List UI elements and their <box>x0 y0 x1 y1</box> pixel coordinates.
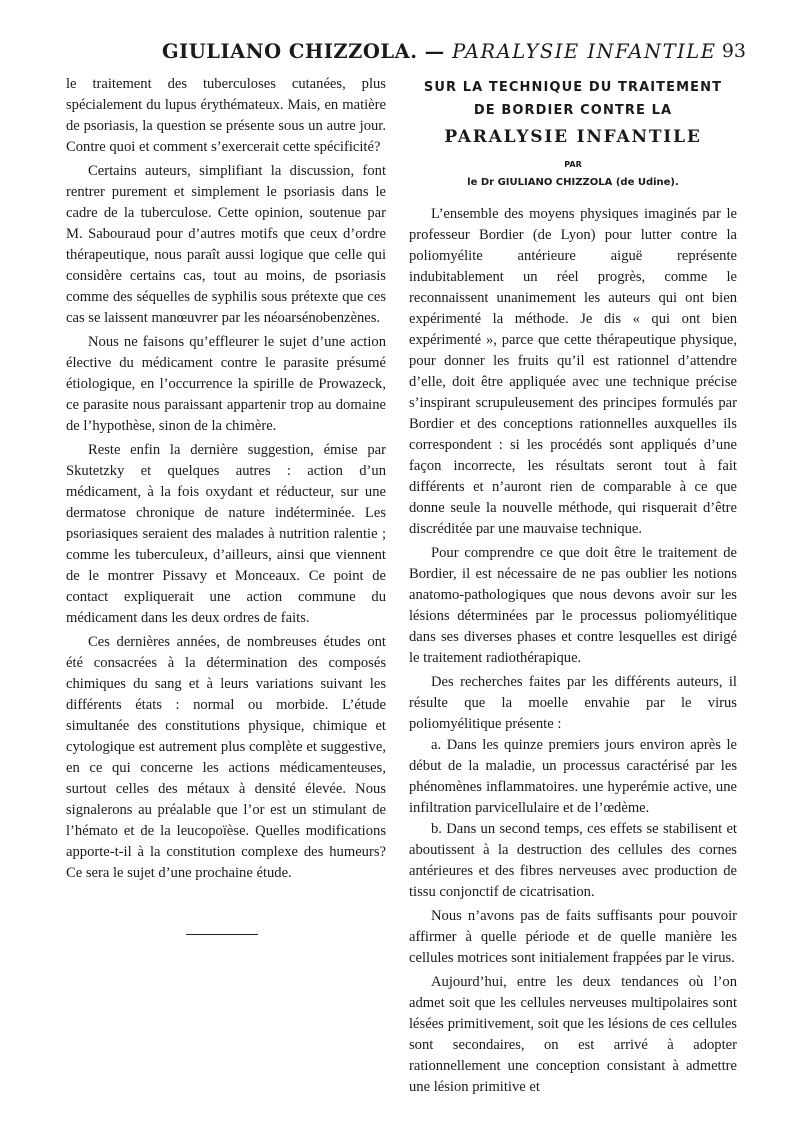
left-paragraph-1: le traitement des tuberculoses cutanées, plus spécialement du lupus érythémateux. Mais, en matière de psoriasis, la question se présente sous un autre jour. Contre quoi et comment s’exercerait cette spécificité? <box>66 76 386 155</box>
article-heading-line-3: PARALYSIE INFANTILE <box>444 127 702 147</box>
left-paragraph-2: Certains auteurs, simplifiant la discussion, font rentrer purement et simplement le psoriasis dans le cadre de la tuberculose. Cette opinion, soutenue par M. Sabouraud pour d’autres motifs que ceux d’ordre thérapeutique, nous paraît aussi logique que celle qui considère certains cas, tout au moins, de psoriasis comme des séquelles de syphilis sous prétexte que ces cas se laissent manœuvrer par les néoarsénobenzènes. <box>66 163 386 326</box>
left-paragraph-5: Ces dernières années, de nombreuses études ont été consacrées à la détermination des composés chimiques du sang et à leurs variations suivant les différents états : normal ou morbide. L’étude simultanée des constitutions physique, chimique et cytologique est autrement plus complète et suggestive, en ce qui concerne les actions médicamenteuses, surtout celles des métaux à densité élevée. Nous signalerons au préalable que l’or est un stimulant de l’hémato et de la leucopoïèse. Quelles modifications apporte-t-il à la constitution complexe des humeurs? Ce sera le sujet d’une prochaine étude. <box>66 634 386 881</box>
left-paragraph-4: Reste enfin la dernière suggestion, émise par Skutetzky et quelques autres : action d’un médicament, à la fois oxydant et réducteur, sur une dermatose chronique de nature indéterminée. Les psoriasiques seraient des malades à nutrition ralentie ; comme les tuberculeux, d’ailleurs, ainsi que viennent de le montrer Pissavy et Monceaux. Ce point de contact expliquerait une action commune du médicament dans les deux ordres de faits. <box>66 442 386 626</box>
right-paragraph-6: Nous n’avons pas de faits suffisants pour pouvoir affirmer à quelle période et de quelle manière les cellules motrices sont initialement frappées par le virus. <box>409 908 737 966</box>
running-head-subject: PARALYSIE INFANTILE <box>452 40 717 63</box>
running-head-author: GIULIANO CHIZZOLA. — <box>162 40 445 63</box>
article-byline-par: PAR <box>564 160 582 169</box>
right-column <box>409 74 737 1098</box>
section-end-rule <box>186 934 258 935</box>
running-head-title <box>162 40 716 63</box>
article-heading-line-2: DE BORDIER CONTRE LA <box>473 103 673 118</box>
right-paragraph-2: Pour comprendre ce que doit être le traitement de Bordier, il est nécessaire de ne pas oublier les notions anatomo-pathologiques que nous devons avoir sur les lésions déterminées par le processus poliomyélitique dans ses diverses phases et contre lesquelles est dirigé le traitement radiothérapique. <box>409 545 737 666</box>
running-head <box>66 40 746 70</box>
page-number: 93 <box>721 40 746 62</box>
right-paragraph-7: Aujourd’hui, entre les deux tendances où l’on admet soit que les cellules nerveuses multipolaires sont lésées primitivement, soit que les lésions de ces cellules sont secondaires, on est arrivé à adopter rationnellement une conception consistant à admettre une lésion primitive et <box>409 974 737 1095</box>
right-paragraph-1: L’ensemble des moyens physiques imaginés par le professeur Bordier (de Lyon) pour lutter contre la poliomyélite antérieure aiguë représente indubitablement un réel progrès, comme le reconnaissent unanimement les auteurs qui ont bien expérimenté la méthode. Je dis « qui ont bien expérimenté », parce que cette thérapeutique physique, pour donner les fruits qu’il est rationnel d’attendre d’elle, doit être appliquée avec une technique précise s’inspirant scrupuleusement des principes formulés par Bordier et des conceptions rationnelles auxquelles ils correspondent : si les procédés sont appliqués d’une façon incorrecte, les résultats seront tout à fait différents et n’auront rien de comparable à ce que donne seule la nouvelle méthode, qui risquerait d’être discréditée par une mauvaise technique. <box>409 206 737 537</box>
right-paragraph-5: b. Dans un second temps, ces effets se stabilisent et aboutissent à la destruction des cellules des cornes antérieures et des fibres nerveuses avec production de tissu conjonctif de cicatrisation. <box>409 821 737 900</box>
left-paragraph-3: Nous ne faisons qu’effleurer le sujet d’une action élective du médicament contre le parasite présumé étiologique, en l’occurrence la spirille de Prowazeck, ce parasite nous paraissant appartenir trop au domaine de l’hypothèse, sinon de la chimère. <box>66 334 386 434</box>
right-paragraph-3: Des recherches faites par les différents auteurs, il résulte que la moelle envahie par le virus poliomyélitique présente : <box>409 674 737 732</box>
right-paragraph-4: a. Dans les quinze premiers jours environ après le début de la maladie, un processus caractérisé par les phénomènes inflammatoires. une hyperémie active, une infiltration parvicellulaire et de l’œdème. <box>409 737 737 816</box>
article-heading-line-1: SUR LA TECHNIQUE DU TRAITEMENT <box>423 80 723 95</box>
article-author: le Dr GIULIANO CHIZZOLA (de Udine). <box>467 177 679 188</box>
left-column <box>66 74 386 884</box>
